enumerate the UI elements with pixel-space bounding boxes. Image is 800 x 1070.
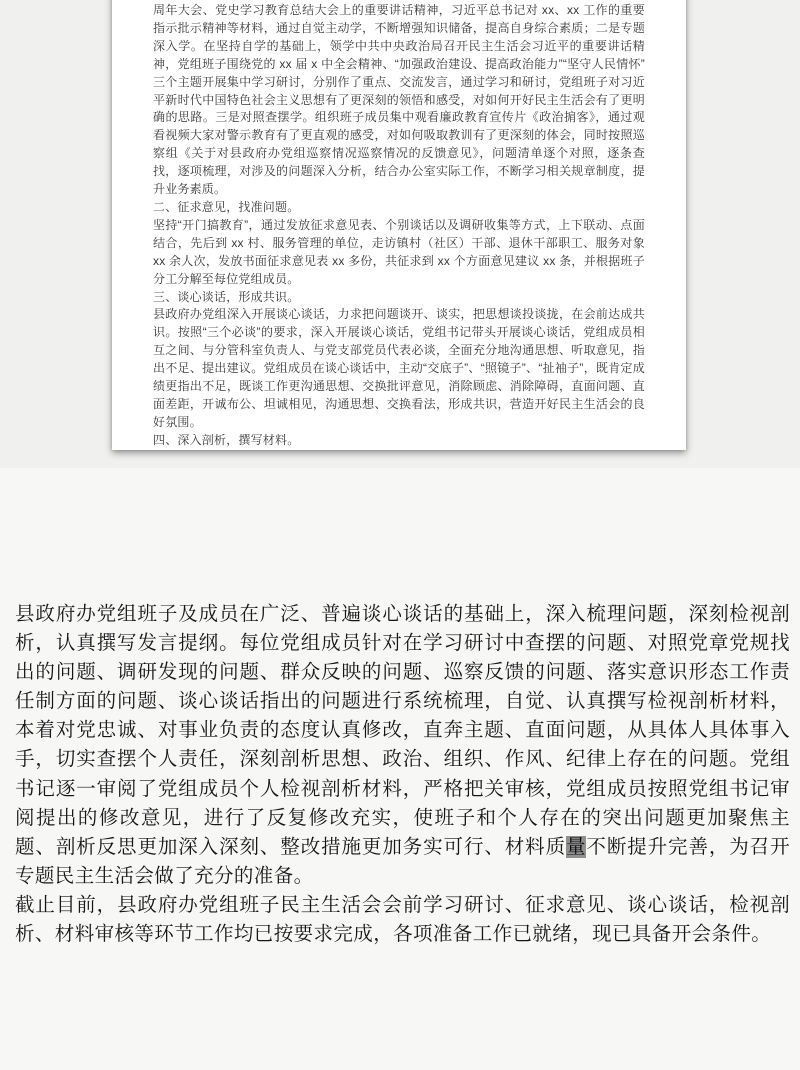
- body-paragraph-text: 不断提升完善，为召开专题民主生活会做了充分的准备。: [15, 835, 790, 887]
- doc-paragraph: 县政府办党组深入开展谈心谈话，力求把问题谈开、谈实，把思想谈投谈拢，在会前达成共识。按照“三个必谈”的要求，深入开展谈心谈话，党组书记带头开展谈心谈话，党组成员相互之间、与分管科室负责人、与党支部党员代表必谈，全面充分地沟通思想、听取意见，指出不足、提出建议。党组成员在谈心谈话中，主动“交底子”、“照镜子”、“扯袖子”，既肯定成绩更指出不足，既谈工作更沟通思想、交换批评意见，消除顾虑、消除障碍，直面问题、直面差距，开诚布公、坦诚相见，沟通思想、交换看法，形成共识，营造开好民主生活会的良好氛围。: [153, 307, 645, 429]
- doc-paragraph: 周年大会、党史学习教育总结大会上的重要讲话精神，习近平总书记对 xx、xx 工作的重要指示批示精神等材料，通过自觉主动学，不断增强知识储备，提高自身综合素质；二是专题深入学。在坚持自学的基础上，领学中共中央政治局召开民主生活会习近平的重要讲话精神，党组班子围绕党的 xx 届 x 中全会精神、“加强政治建设、提高政治能力”“坚守人民情怀”三个主题开展集中学习研讨，分别作了重点、交流发言，通过学习和研讨，党组班子对习近平新时代中国特色社会主义思想有了更深刻的领悟和感受，对如何开好民主生活会有了更明确的思路。三是对照查摆学。组织班子成员集中观看廉政教育宣传片《政治掮客》，通过观看视频大家对警示教育有了更直观的感受，对如何吸取教训有了更深刻的体会，同时按照巡察组《关于对县政府办党组巡察情况巡察情况的反馈意见》，问题清单逐个对照，逐条查找，逐项梳理，对涉及的问题深入分析，结合办公室实际工作，不断学习相关规章制度，提升业务素质。: [153, 3, 645, 197]
- document-page-preview[interactable]: [112, 0, 686, 450]
- doc-heading-2: 二、征求意见，找准问题。: [153, 199, 300, 214]
- body-paragraph: [15, 600, 790, 891]
- doc-heading-4: 四、深入剖析，撰写材料。: [153, 432, 300, 447]
- body-paragraph: 截止目前，县政府办党组班子民主生活会会前学习研讨、征求意见、谈心谈话，检视剖析、材料审核等环节工作均已按要求完成，各项准备工作已就绪，现已具备开会条件。: [15, 893, 790, 946]
- body-paragraph-text: 县政府办党组班子及成员在广泛、普遍谈心谈话的基础上，深入梳理问题，深刻检视剖析，认真撰写发言提纲。每位党组成员针对在学习研讨中查摆的问题、对照党章党规找出的问题、调研发现的问题、群众反映的问题、巡察反馈的问题、落实意识形态工作责任制方面的问题、谈心谈话指出的问题进行系统梳理，自觉、认真撰写检视剖析材料，本着对党忠诚、对事业负责的态度认真修改，直奔主题、直面问题，从具体人具体事入手，切实查摆个人责任，深刻剖析思想、政治、组织、作风、纪律上存在的问题。党组书记逐一审阅了党组成员个人检视剖析材料，严格把关审核，党组成员按照党组书记审阅提出的修改意见，进行了反复修改充实，使班子和个人存在的突出问题更加聚焦主题、剖析反思更加深入深刻、整改措施更加务实可行、材料质: [15, 603, 790, 858]
- document-viewer-area: [0, 0, 800, 468]
- extracted-text-section: [0, 600, 800, 949]
- doc-paragraph: 坚持“开门搞教育”，通过发放征求意见表、个别谈话以及调研收集等方式，上下联动、点面结合，先后到 xx 村、服务管理的单位，走访镇村（社区）干部、退休干部职工、服务对象 xx 余人次，发放书面征求意见表 xx 多份，共征求到 xx 个方面意见建议 xx 条，并根据班子分工分解至每位党组成员。: [153, 217, 645, 286]
- text-cursor-highlight: 量: [566, 835, 587, 858]
- doc-heading-3: 三、谈心谈话，形成共识。: [153, 289, 300, 304]
